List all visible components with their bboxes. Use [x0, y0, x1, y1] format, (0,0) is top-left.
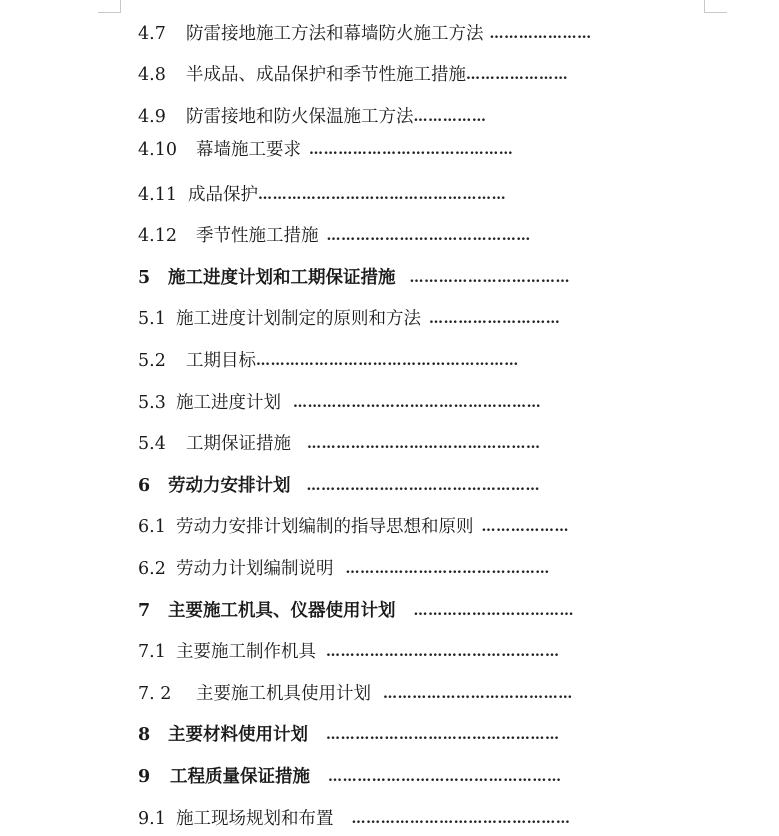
toc-entry-leader: …………… — [413, 109, 487, 125]
toc-entry[interactable] — [138, 184, 506, 206]
toc-entry-number: 6 — [138, 476, 151, 496]
toc-entry-number: 5.2 — [138, 351, 166, 371]
toc-entry[interactable] — [138, 808, 571, 830]
toc-entry-title: 劳动力安排计划编制的指导思想和原则 — [176, 517, 474, 537]
toc-chapter-entry[interactable] — [138, 766, 562, 788]
toc-entry-title: 主要施工机具使用计划 — [196, 684, 371, 704]
toc-entry-number: 7. 2 — [138, 684, 172, 704]
toc-entry[interactable] — [138, 106, 487, 128]
toc-entry-leader: ……………… — [481, 519, 570, 535]
toc-entry-leader: ………………… — [489, 26, 592, 42]
toc-entry-number: 6.2 — [138, 559, 166, 579]
toc-entry-number: 5.4 — [138, 434, 166, 454]
toc-entry-number: 4.10 — [138, 140, 177, 160]
toc-entry-leader: ………………………………… — [383, 686, 573, 702]
toc-entry-number: 5.1 — [138, 309, 166, 329]
toc-entry-title: 工程质量保证措施 — [170, 767, 310, 787]
toc-entry[interactable] — [138, 433, 541, 455]
toc-entry-title: 劳动力安排计划 — [168, 476, 291, 496]
toc-entry-title: 防雷接地施工方法和幕墙防火施工方法 — [186, 24, 484, 44]
toc-entry-title: 工期目标 — [186, 351, 256, 371]
toc-entry[interactable] — [138, 641, 560, 663]
toc-entry-leader: …………………………………… — [345, 561, 550, 577]
toc-entry-title: 主要材料使用计划 — [168, 725, 308, 745]
toc-entry[interactable] — [138, 392, 541, 414]
toc-entry[interactable] — [138, 683, 573, 705]
toc-entry-title: 半成品、成品保护和季节性施工措施 — [186, 65, 466, 85]
toc-entry-leader: ………………… — [466, 67, 569, 83]
toc-entry[interactable] — [138, 516, 569, 538]
toc-entry[interactable] — [138, 139, 513, 161]
toc-entry-leader: …………………………………………… — [258, 187, 507, 203]
toc-entry-title: 施工进度计划和工期保证措施 — [168, 268, 396, 288]
toc-entry-leader: ……………………………………………… — [256, 353, 519, 369]
top-right-margin-mark — [704, 0, 727, 13]
toc-entry-number: 5 — [138, 268, 151, 288]
toc-entry-number: 4.7 — [138, 24, 166, 44]
toc-entry-title: 防雷接地和防火保温施工方法 — [186, 107, 414, 127]
toc-entry-leader: ……………………………………… — [351, 811, 571, 827]
toc-entry[interactable] — [138, 308, 560, 330]
toc-entry-leader: …………………………………………… — [293, 395, 542, 411]
toc-chapter-entry[interactable] — [138, 600, 574, 622]
toc-entry-number: 9.1 — [138, 809, 166, 829]
toc-entry-leader: ………………………………………… — [328, 769, 562, 785]
toc-entry-title: 幕墙施工要求 — [196, 140, 301, 160]
toc-entry[interactable] — [138, 558, 550, 580]
toc-chapter-entry[interactable] — [138, 724, 560, 746]
toc-entry-title: 主要施工机具、仪器使用计划 — [168, 601, 396, 621]
top-left-margin-mark — [98, 0, 121, 13]
toc-entry-title: 工期保证措施 — [186, 434, 291, 454]
toc-entry-number: 7 — [138, 601, 151, 621]
toc-entry-leader: ……………………… — [429, 311, 561, 327]
toc-entry-leader: ………………………………………… — [326, 727, 560, 743]
toc-entry-number: 6.1 — [138, 517, 166, 537]
toc-entry-leader: ………………………………………… — [307, 436, 541, 452]
toc-entry-number: 4.8 — [138, 65, 166, 85]
toc-entry-title: 季节性施工措施 — [196, 226, 319, 246]
toc-entry-title: 施工进度计划 — [176, 393, 281, 413]
toc-entry[interactable] — [138, 225, 531, 247]
toc-entry-leader: …………………………………… — [309, 142, 514, 158]
toc-entry-leader: …………………………… — [409, 270, 571, 286]
toc-entry-leader: ………………………………………… — [326, 644, 560, 660]
toc-entry-number: 8 — [138, 725, 151, 745]
toc-entry-leader: …………………………… — [413, 603, 575, 619]
toc-entry[interactable] — [138, 350, 519, 372]
toc-entry-title: 主要施工制作机具 — [176, 642, 316, 662]
toc-entry[interactable] — [138, 23, 592, 45]
toc-entry[interactable] — [138, 64, 568, 86]
toc-entry-leader: …………………………………… — [326, 228, 531, 244]
toc-chapter-entry[interactable] — [138, 475, 540, 497]
toc-entry-number: 9 — [138, 767, 151, 787]
toc-entry-title: 成品保护 — [188, 185, 258, 205]
toc-entry-number: 4.9 — [138, 107, 166, 127]
toc-entry-leader: ………………………………………… — [306, 478, 541, 494]
toc-entry-number: 4.11 — [138, 185, 177, 205]
toc-entry-title: 施工进度计划制定的原则和方法 — [176, 309, 421, 329]
toc-entry-number: 7.1 — [138, 642, 166, 662]
toc-entry-number: 5.3 — [138, 393, 166, 413]
toc-entry-title: 劳动力计划编制说明 — [176, 559, 334, 579]
toc-chapter-entry[interactable] — [138, 267, 570, 289]
toc-entry-number: 4.12 — [138, 226, 177, 246]
toc-entry-title: 施工现场规划和布置 — [176, 809, 334, 829]
